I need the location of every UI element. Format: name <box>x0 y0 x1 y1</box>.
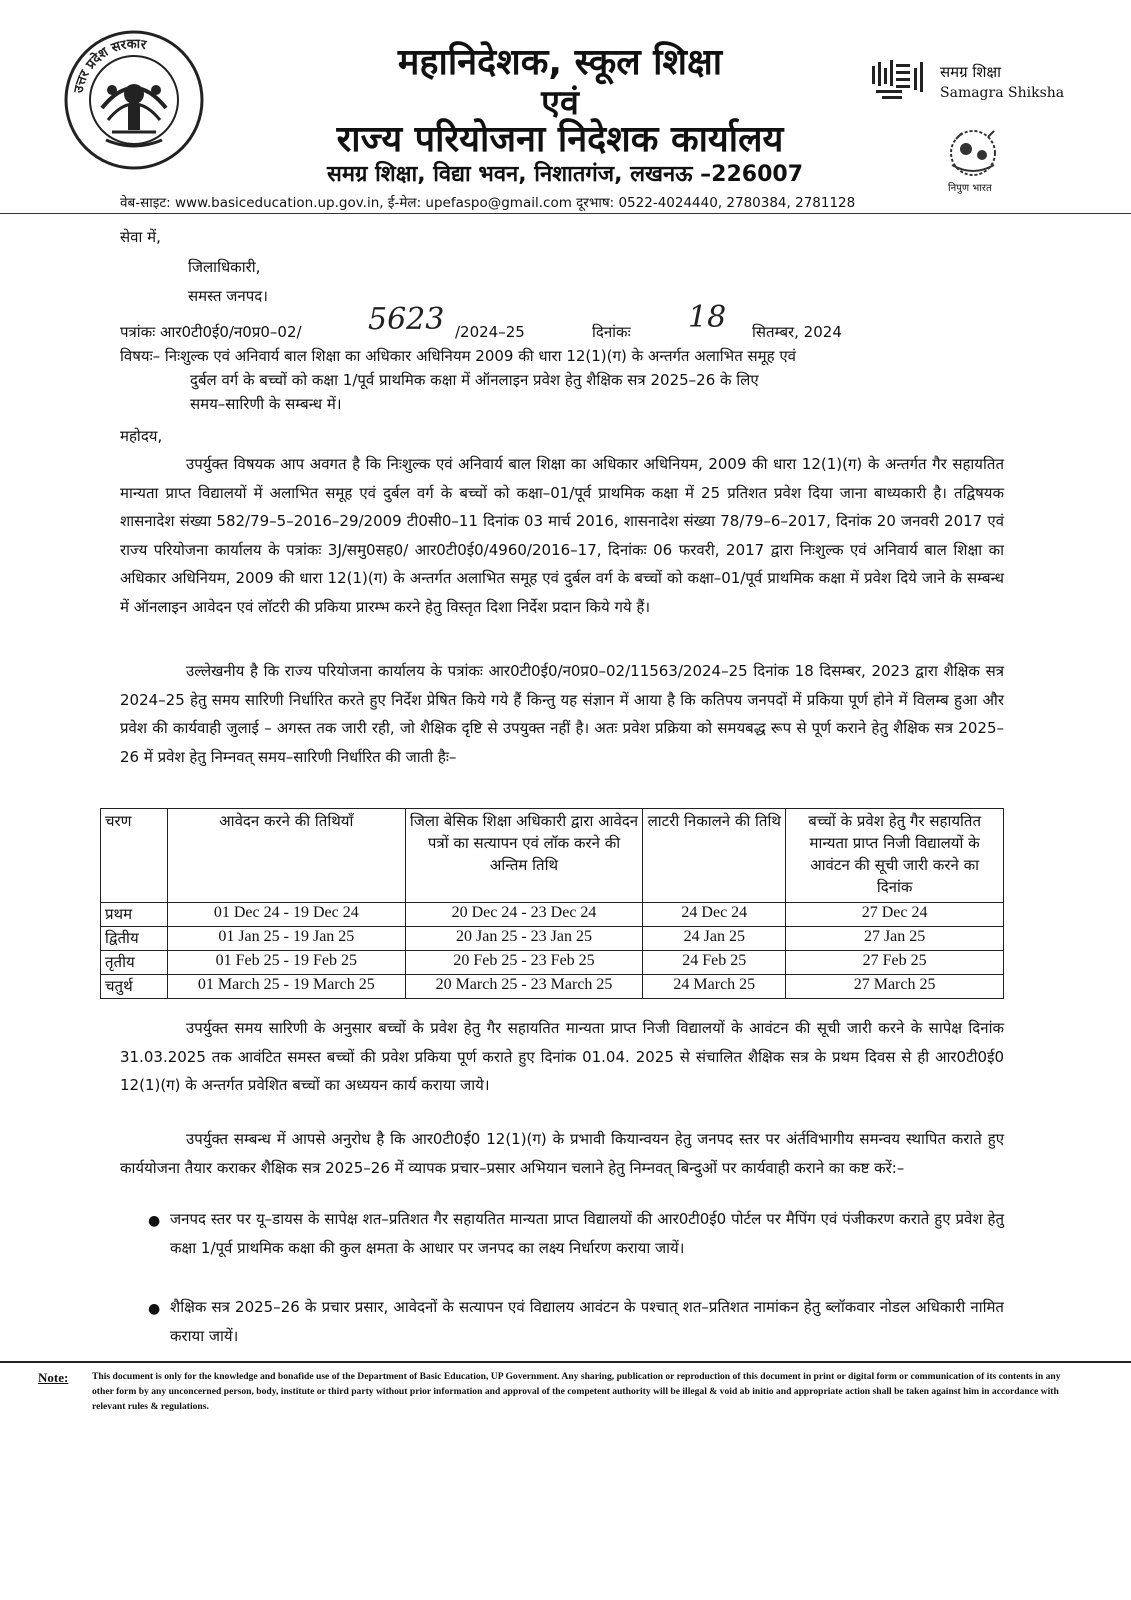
paragraph-2: उल्लेखनीय है कि राज्य परियोजना कार्यालय के पत्रांकः आर0टी0ई0/न0प्र0–02/11563/2024–25 दिनांक 18 दिसम्बर, 2023 द्वारा शैक्षिक सत्र 2024–25 हेतु समय सारिणी निर्धारित करते हुए निर्देश प्रेषित किये गये हैं किन्तु यह संज्ञान में आया है कि कतिपय जनपदों में प्रकिया पूर्ण होने में विलम्ब हुआ और प्रवेश की कार्यवाही जुलाई – अगस्त तक जारी रही, जो शैक्षिक दृष्टि से उपयुक्त नहीं है। अतः प्रवेश प्रक्रिया को समयबद्ध रूप से पूर्ण कराने हेतु शैक्षिक सत्र 2025–26 में प्रवेश हेतु निम्नवत् समय–सारिणी निर्धारित की जाती हैः– <box>120 662 1004 766</box>
reference-number-handwritten: 5623 <box>368 302 445 337</box>
table-cell: 20 Feb 25 - 23 Feb 25 <box>405 951 643 975</box>
table-cell: 24 Dec 24 <box>643 903 786 927</box>
nipun-bharat-logo-icon <box>938 125 1008 185</box>
header-application-dates: आवेदन करने की तिथियाँ <box>167 809 405 903</box>
table-cell: 20 March 25 - 23 March 25 <box>405 975 643 999</box>
admission-schedule-table <box>100 808 1004 999</box>
table-cell: 01 Feb 25 - 19 Feb 25 <box>167 951 405 975</box>
emblem-text: उत्तर प्रदेश सरकार <box>71 36 148 95</box>
letterhead-address: समग्र शिक्षा, विद्या भवन, निशातगंज, लखनऊ –226007 <box>326 162 804 187</box>
table-cell: प्रथम <box>101 903 168 927</box>
letterhead-title-line1: महानिदेशक, स्कूल शिक्षा <box>397 42 723 83</box>
up-government-emblem <box>62 28 207 173</box>
table-cell: 24 Feb 25 <box>643 951 786 975</box>
table-row <box>101 975 1004 999</box>
nipun-bharat-text: निपुण भारत <box>948 183 992 194</box>
note-label: Note: <box>38 1370 69 1385</box>
note-text: This document is only for the knowledge and bonafide use of the Department of Basic Education, UP Government. Any sharing, publication or reproduction of this document in print or digital form or communication of its contents in any other form by any unconcerned person, body, institute or third party without prior information and approval of the competent authority will be illegal & void ab initio and appropriate action shall be taken against him in accordance with relevant rules & regulations. <box>92 1371 1061 1412</box>
header-lottery-date: लाटरी निकालने की तिथि <box>643 809 786 903</box>
addressee-line2: जिलाधिकारी, <box>188 258 261 276</box>
bullet-point-2: शैक्षिक सत्र 2025–26 के प्रचार प्रसार, आवेदनों के सत्यापन एवं विद्यालय आवंटन के पश्चात् शत–प्रतिशत नामांकन हेतु ब्लॉकवार नोडल अधिकारी नामित कराया जायें। <box>170 1298 1004 1345</box>
table-cell: 24 Jan 25 <box>643 927 786 951</box>
table-cell: 27 Feb 25 <box>786 951 1004 975</box>
subject-line2: दुर्बल वर्ग के बच्चों को कक्षा 1/पूर्व प्राथमिक कक्षा में ऑनलाइन प्रवेश हेतु शैक्षिक सत्र 2025–26 के लिए <box>190 371 759 389</box>
table-cell: 01 Jan 25 - 19 Jan 25 <box>167 927 405 951</box>
table-row <box>101 927 1004 951</box>
table-cell: 20 Dec 24 - 23 Dec 24 <box>405 903 643 927</box>
reference-suffix: /2024–25 <box>455 323 525 341</box>
table-row <box>101 951 1004 975</box>
samagra-shiksha-english: Samagra Shiksha <box>940 85 1065 101</box>
table-cell: 20 Jan 25 - 23 Jan 25 <box>405 927 643 951</box>
reference-prefix: पत्रांकः आर0टी0ई0/न0प्र0–02/ <box>120 323 302 341</box>
bullet-icon: ● <box>148 1213 161 1229</box>
letterhead-title-line3: राज्य परियोजना निदेशक कार्यालय <box>336 119 784 160</box>
samagra-shiksha-hindi: समग्र शिक्षा <box>940 63 1002 81</box>
header-allotment-date: बच्चों के प्रवेश हेतु गैर सहायतित मान्यता प्राप्त निजी विद्यालयों के आवंटन की सूची जारी करने का दिनांक <box>786 809 1004 903</box>
letterhead-contact: वेब-साइट: www.basiceducation.up.gov.in, ई-मेल: upefaspo@gmail.com दूरभाष: 0522-4024440, 2780384, 2781128 <box>120 195 856 211</box>
samagra-shiksha-logo-icon <box>868 58 932 104</box>
header-phase: चरण <box>101 809 168 903</box>
header-divider <box>0 213 1131 214</box>
addressee-line1: सेवा में, <box>120 228 161 246</box>
table-cell: 24 March 25 <box>643 975 786 999</box>
table-cell: 27 Dec 24 <box>786 903 1004 927</box>
table-cell: द्वितीय <box>101 927 168 951</box>
bullet-icon: ● <box>148 1301 161 1317</box>
table-cell: 27 Jan 25 <box>786 927 1004 951</box>
date-day-handwritten: 18 <box>688 300 727 335</box>
table-cell: चतुर्थ <box>101 975 168 999</box>
subject-line1: विषयः– निःशुल्क एवं अनिवार्य बाल शिक्षा का अधिकार अधिनियम 2009 की धारा 12(1)(ग) के अन्तर्गत अलाभित समूह एवं <box>120 347 796 365</box>
paragraph-3: उपर्युक्त समय सारिणी के अनुसार बच्चों के प्रवेश हेतु गैर सहायतित मान्यता प्राप्त निजी विद्यालयों के आवंटन की सूची जारी करने के सापेक्ष दिनांक 31.03.2025 तक आवंटित समस्त बच्चों की प्रवेश प्रकिया पूर्ण कराते हुए दिनांक 01.04. 2025 से संचालित शैक्षिक सत्र के प्रथम दिवस से ही आर0टी0ई0 12(1)(ग) के अन्तर्गत प्रवेशित बच्चों का अध्ययन कार्य कराया जाये। <box>120 1019 1004 1094</box>
bullet-point-1: जनपद स्तर पर यू–डायस के सापेक्ष शत–प्रतिशत गैर सहायतित मान्यता प्राप्त विद्यालयों की आर0टी0ई0 पोर्टल पर मैपिंग एवं पंजीकरण कराते हुए प्रवेश हेतु कक्षा 1/पूर्व प्राथमिक कक्षा की कुल क्षमता के आधार पर जनपद का लक्ष्य निर्धारण कराया जायें। <box>170 1210 1004 1257</box>
table-cell: तृतीय <box>101 951 168 975</box>
subject-line3: समय–सारिणी के सम्बन्ध में। <box>190 395 342 413</box>
paragraph-4: उपर्युक्त सम्बन्ध में आपसे अनुरोध है कि आर0टी0ई0 12(1)(ग) के प्रभावी कियान्वयन हेतु जनपद स्तर पर अंर्तविभागीय समन्वय स्थापित कराते हुए कार्ययोजना तैयार कराकर शैक्षिक सत्र 2025–26 में व्यापक प्रचार–प्रसार अभियान चलाने हेतु निम्नवत् बिन्दुओं पर कार्यवाही कराने का कष्ट करें:– <box>120 1130 1004 1177</box>
table-cell: 01 March 25 - 19 March 25 <box>167 975 405 999</box>
addressee-line3: समस्त जनपद। <box>188 287 268 305</box>
footer-divider <box>0 1361 1131 1363</box>
date-label: दिनांकः <box>592 323 631 341</box>
table-cell: 27 March 25 <box>786 975 1004 999</box>
paragraph-1: उपर्युक्त विषयक आप अवगत है कि निःशुल्क एवं अनिवार्य बाल शिक्षा का अधिकार अधिनियम, 2009 की धारा 12(1)(ग) के अन्तर्गत गैर सहायतित मान्यता प्राप्त विद्यालयों में अलाभित समूह एवं दुर्बल वर्ग के बच्चों को कक्षा–01/पूर्व प्राथमिक कक्षा में 25 प्रतिशत प्रवेश दिया जाना बाध्यकारी है। तद्विषयक शासनादेश संख्या 582/79–5–2016–29/2009 टी0सी0–11 दिनांक 03 मार्च 2016, शासनादेश संख्या 78/79–6–2017, दिनांक 20 जनवरी 2017 एवं राज्य परियोजना कार्यालय के पत्रांकः 3J/समु0सह0/ आर0टी0ई0/4960/2016–17, दिनांकः 06 फरवरी, 2017 द्वारा निःशुल्क एवं अनिवार्य बाल शिक्षा का अधिकार अधिनियम, 2009 की धारा 12(1)(ग) के अन्तर्गत अलाभित समूह एवं दुर्बल वर्ग के बच्चों को कक्षा–01/पूर्व प्राथमिक कक्षा में प्रवेश दिये जाने के सम्बन्ध में ऑनलाइन आवेदन एवं लॉटरी की प्रकिया प्रारम्भ करने हेतु विस्तृत दिशा निर्देश प्रदान किये गये हैं। <box>120 455 1004 616</box>
date-rest: सितम्बर, 2024 <box>752 323 842 341</box>
letterhead-title-line2: एवं <box>541 83 579 123</box>
header-verification-date: जिला बेसिक शिक्षा अधिकारी द्वारा आवेदन पत्रों का सत्यापन एवं लॉक करने की अन्तिम तिथि <box>405 809 643 903</box>
table-header-row <box>101 809 1004 903</box>
table-cell: 01 Dec 24 - 19 Dec 24 <box>167 903 405 927</box>
salutation: महोदय, <box>120 427 163 445</box>
table-row <box>101 903 1004 927</box>
